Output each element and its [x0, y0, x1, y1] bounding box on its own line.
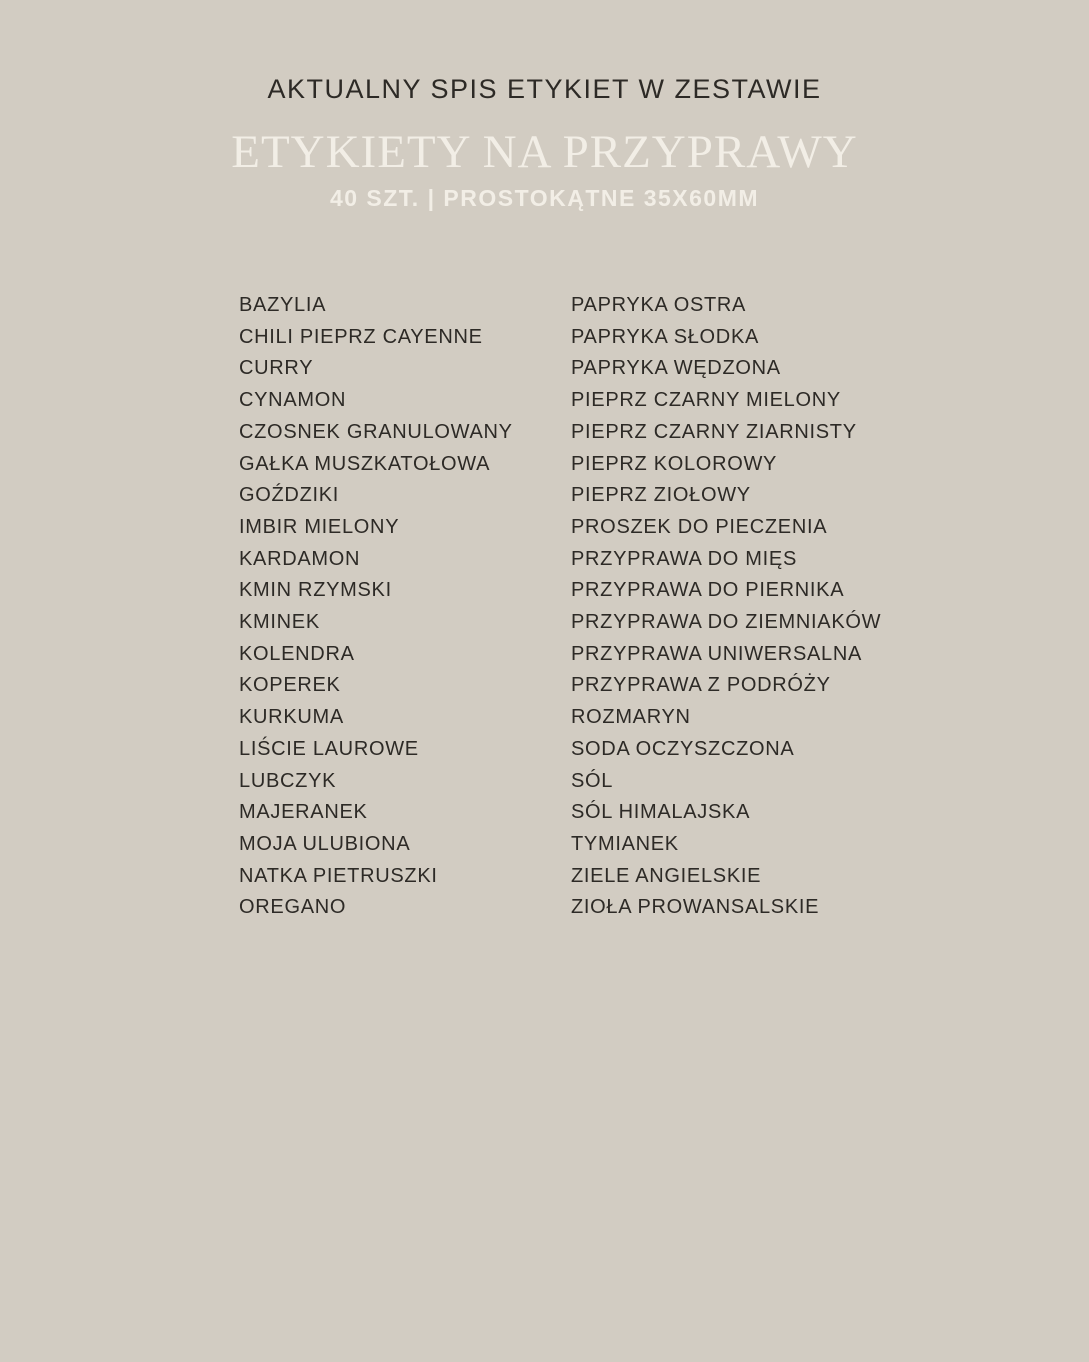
- list-item: KOPEREK: [239, 674, 341, 697]
- list-item: CYNAMON: [239, 389, 347, 412]
- list-item: KOLENDRA: [239, 642, 355, 665]
- list-item: NATKA PIETRUSZKI: [239, 864, 438, 887]
- list-item: IMBIR MIELONY: [239, 515, 400, 538]
- list-item: MAJERANEK: [239, 801, 368, 824]
- kicker-text: AKTUALNY SPIS ETYKIET W ZESTAWIE: [267, 74, 822, 104]
- list-item: GAŁKA MUSZKATOŁOWA: [239, 452, 491, 475]
- list-item: PRZYPRAWA Z PODRÓŻY: [571, 674, 831, 697]
- list-item: PIEPRZ CZARNY MIELONY: [571, 389, 841, 412]
- list-item: PIEPRZ ZIOŁOWY: [571, 484, 751, 507]
- list-item: KARDAMON: [239, 547, 361, 570]
- list-item: OREGANO: [239, 896, 347, 919]
- list-item: PAPRYKA WĘDZONA: [571, 357, 781, 380]
- list-item: TYMIANEK: [571, 832, 679, 855]
- list-item: BAZYLIA: [239, 294, 327, 316]
- list-item: SODA OCZYSZCZONA: [571, 737, 795, 760]
- label-list-column-right: [571, 290, 1089, 924]
- list-item: PIEPRZ KOLOROWY: [571, 452, 778, 475]
- list-item: KURKUMA: [239, 706, 344, 729]
- list-item: GOŹDZIKI: [239, 484, 340, 507]
- page-subtitle: 40 SZT. | PROSTOKĄTNE 35X60MM: [329, 185, 760, 211]
- list-item: PAPRYKA OSTRA: [571, 294, 747, 316]
- page-title: ETYKIETY NA PRZYPRAWY: [231, 126, 858, 178]
- list-item: PROSZEK DO PIECZENIA: [571, 515, 828, 538]
- list-item: PAPRYKA SŁODKA: [571, 325, 760, 348]
- list-item: ZIOŁA PROWANSALSKIE: [571, 896, 820, 919]
- list-item: KMIN RZYMSKI: [239, 579, 392, 602]
- list-item: PRZYPRAWA DO ZIEMNIAKÓW: [571, 611, 882, 634]
- list-item: CZOSNEK GRANULOWANY: [239, 420, 513, 443]
- list-item: LUBCZYK: [239, 769, 337, 792]
- list-item: MOJA ULUBIONA: [239, 832, 411, 855]
- list-item: CHILI PIEPRZ CAYENNE: [239, 325, 483, 348]
- list-item: SÓL HIMALAJSKA: [571, 801, 751, 824]
- list-item: SÓL: [571, 769, 614, 792]
- list-item: CURRY: [239, 357, 314, 380]
- list-item: LIŚCIE LAUROWE: [239, 737, 419, 760]
- list-item: ROZMARYN: [571, 706, 691, 729]
- label-list: [239, 290, 1089, 924]
- list-item: PRZYPRAWA DO PIERNIKA: [571, 579, 845, 602]
- list-item: PIEPRZ CZARNY ZIARNISTY: [571, 420, 857, 443]
- list-item: KMINEK: [239, 611, 320, 634]
- label-list-column-left: [239, 290, 571, 924]
- list-item: ZIELE ANGIELSKIE: [571, 864, 762, 887]
- list-item: PRZYPRAWA UNIWERSALNA: [571, 642, 863, 665]
- list-item: PRZYPRAWA DO MIĘS: [571, 547, 798, 570]
